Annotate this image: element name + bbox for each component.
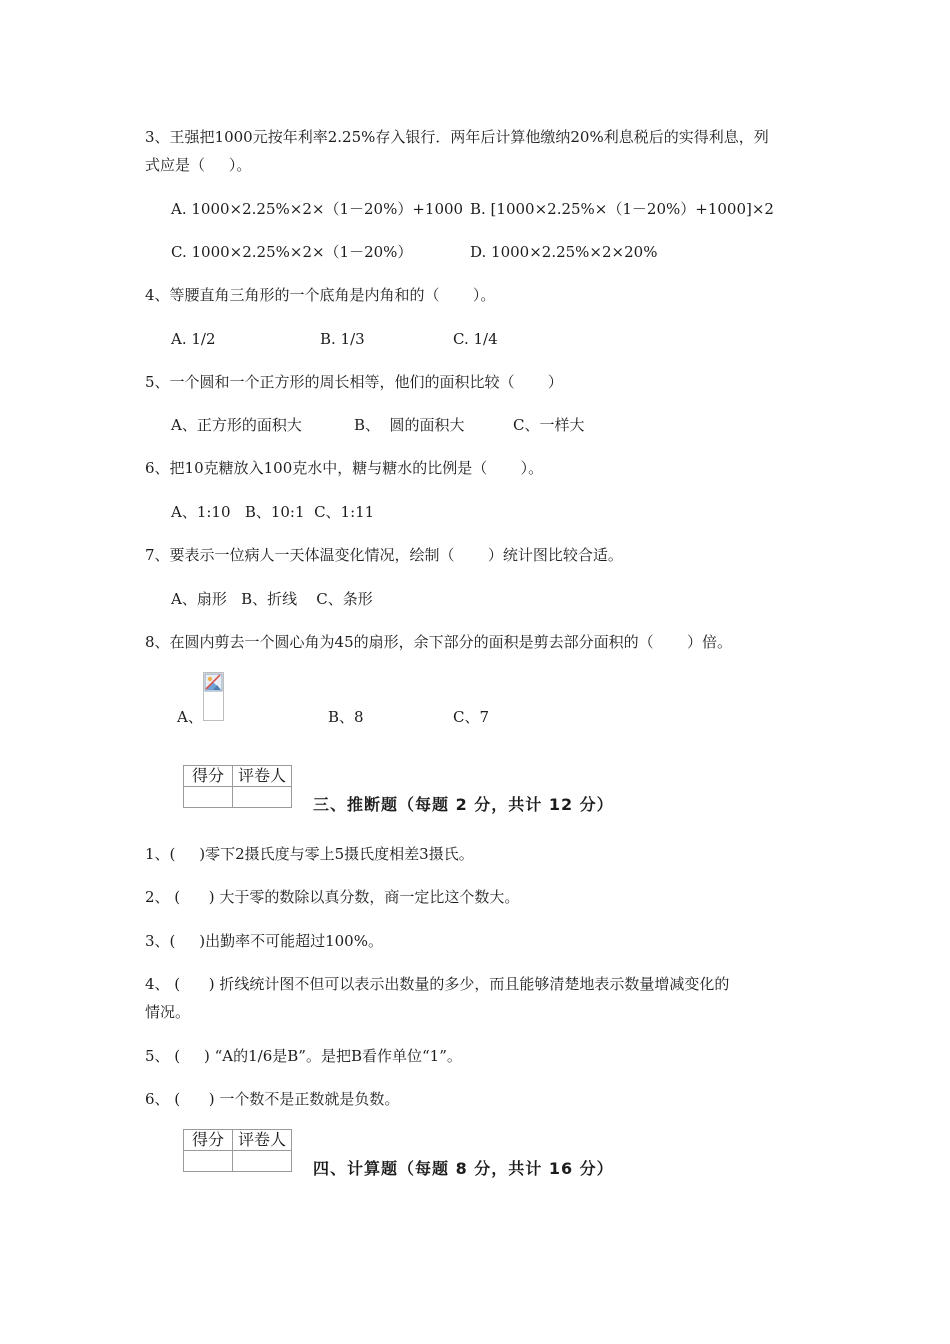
q7-options: A、扇形 B、折线 C、条形 [171,590,373,608]
judge-item-6: 6、 ( ) 一个数不是正数就是负数。 [145,1090,400,1108]
judge-item-4-line2: 情况。 [145,1003,191,1021]
q3-option-b: B. [1000×2.25%×（1－20%）+1000]×2 [470,200,774,218]
section-4-title: 四、计算题（每题 8 分，共计 16 分） [313,1159,614,1178]
score-cell[interactable] [184,787,233,808]
question-3-line2: 式应是（ ）。 [145,156,252,174]
question-3-line1: 3、王强把1000元按年利率2.25%存入银行．两年后计算他缴纳20%利息税后的实得利息，列 [145,128,769,146]
q8-option-b: B、8 [328,708,364,726]
q3-option-c: C. 1000×2.25%×2×（1－20%） [171,243,413,261]
grader-label: 评卷人 [233,766,292,787]
grader-cell[interactable] [233,787,292,808]
broken-image-icon [203,672,224,721]
judge-item-2: 2、 ( ) 大于零的数除以真分数，商一定比这个数大。 [145,888,520,906]
score-label: 得分 [184,1130,233,1151]
question-8: 8、在圆内剪去一个圆心角为45的扇形，余下部分的面积是剪去部分面积的（ ）倍。 [145,633,733,651]
judge-item-4-line1: 4、 ( ) 折线统计图不但可以表示出数量的多少，而且能够清楚地表示数量增减变化的 [145,975,730,993]
q4-option-c: C. 1/4 [453,330,498,348]
judge-item-3: 3、( )出勤率不可能超过100%。 [145,932,383,950]
q8-option-a: A、 [177,708,203,726]
q5-option-c: C、一样大 [513,416,585,434]
q5-option-b: B、 圆的面积大 [354,416,465,434]
q8-option-c: C、7 [453,708,490,726]
q4-option-b: B. 1/3 [320,330,365,348]
question-5: 5、一个圆和一个正方形的周长相等，他们的面积比较（ ） [145,373,563,391]
section-3-title: 三、推断题（每题 2 分，共计 12 分） [313,795,614,814]
question-6: 6、把10克糖放入100克水中，糖与糖水的比例是（ ）。 [145,459,544,477]
q6-options: A、1:10 B、10:1 C、1:11 [171,503,375,521]
score-box-section4 [183,1129,292,1172]
judge-item-5: 5、 ( ) “A的1/6是B”。是把B看作单位“1”。 [145,1047,462,1065]
q5-option-a: A、正方形的面积大 [171,416,302,434]
score-label: 得分 [184,766,233,787]
grader-cell[interactable] [233,1151,292,1172]
question-7: 7、要表示一位病人一天体温变化情况，绘制（ ）统计图比较合适。 [145,546,623,564]
score-box-section3 [183,765,292,808]
grader-label: 评卷人 [233,1130,292,1151]
q3-option-d: D. 1000×2.25%×2×20% [470,243,658,261]
score-cell[interactable] [184,1151,233,1172]
q3-option-a: A. 1000×2.25%×2×（1－20%）+1000 [171,200,464,218]
q4-option-a: A. 1/2 [171,330,216,348]
judge-item-1: 1、( )零下2摄氏度与零上5摄氏度相差3摄氏。 [145,845,474,863]
question-4: 4、等腰直角三角形的一个底角是内角和的（ ）。 [145,286,496,304]
